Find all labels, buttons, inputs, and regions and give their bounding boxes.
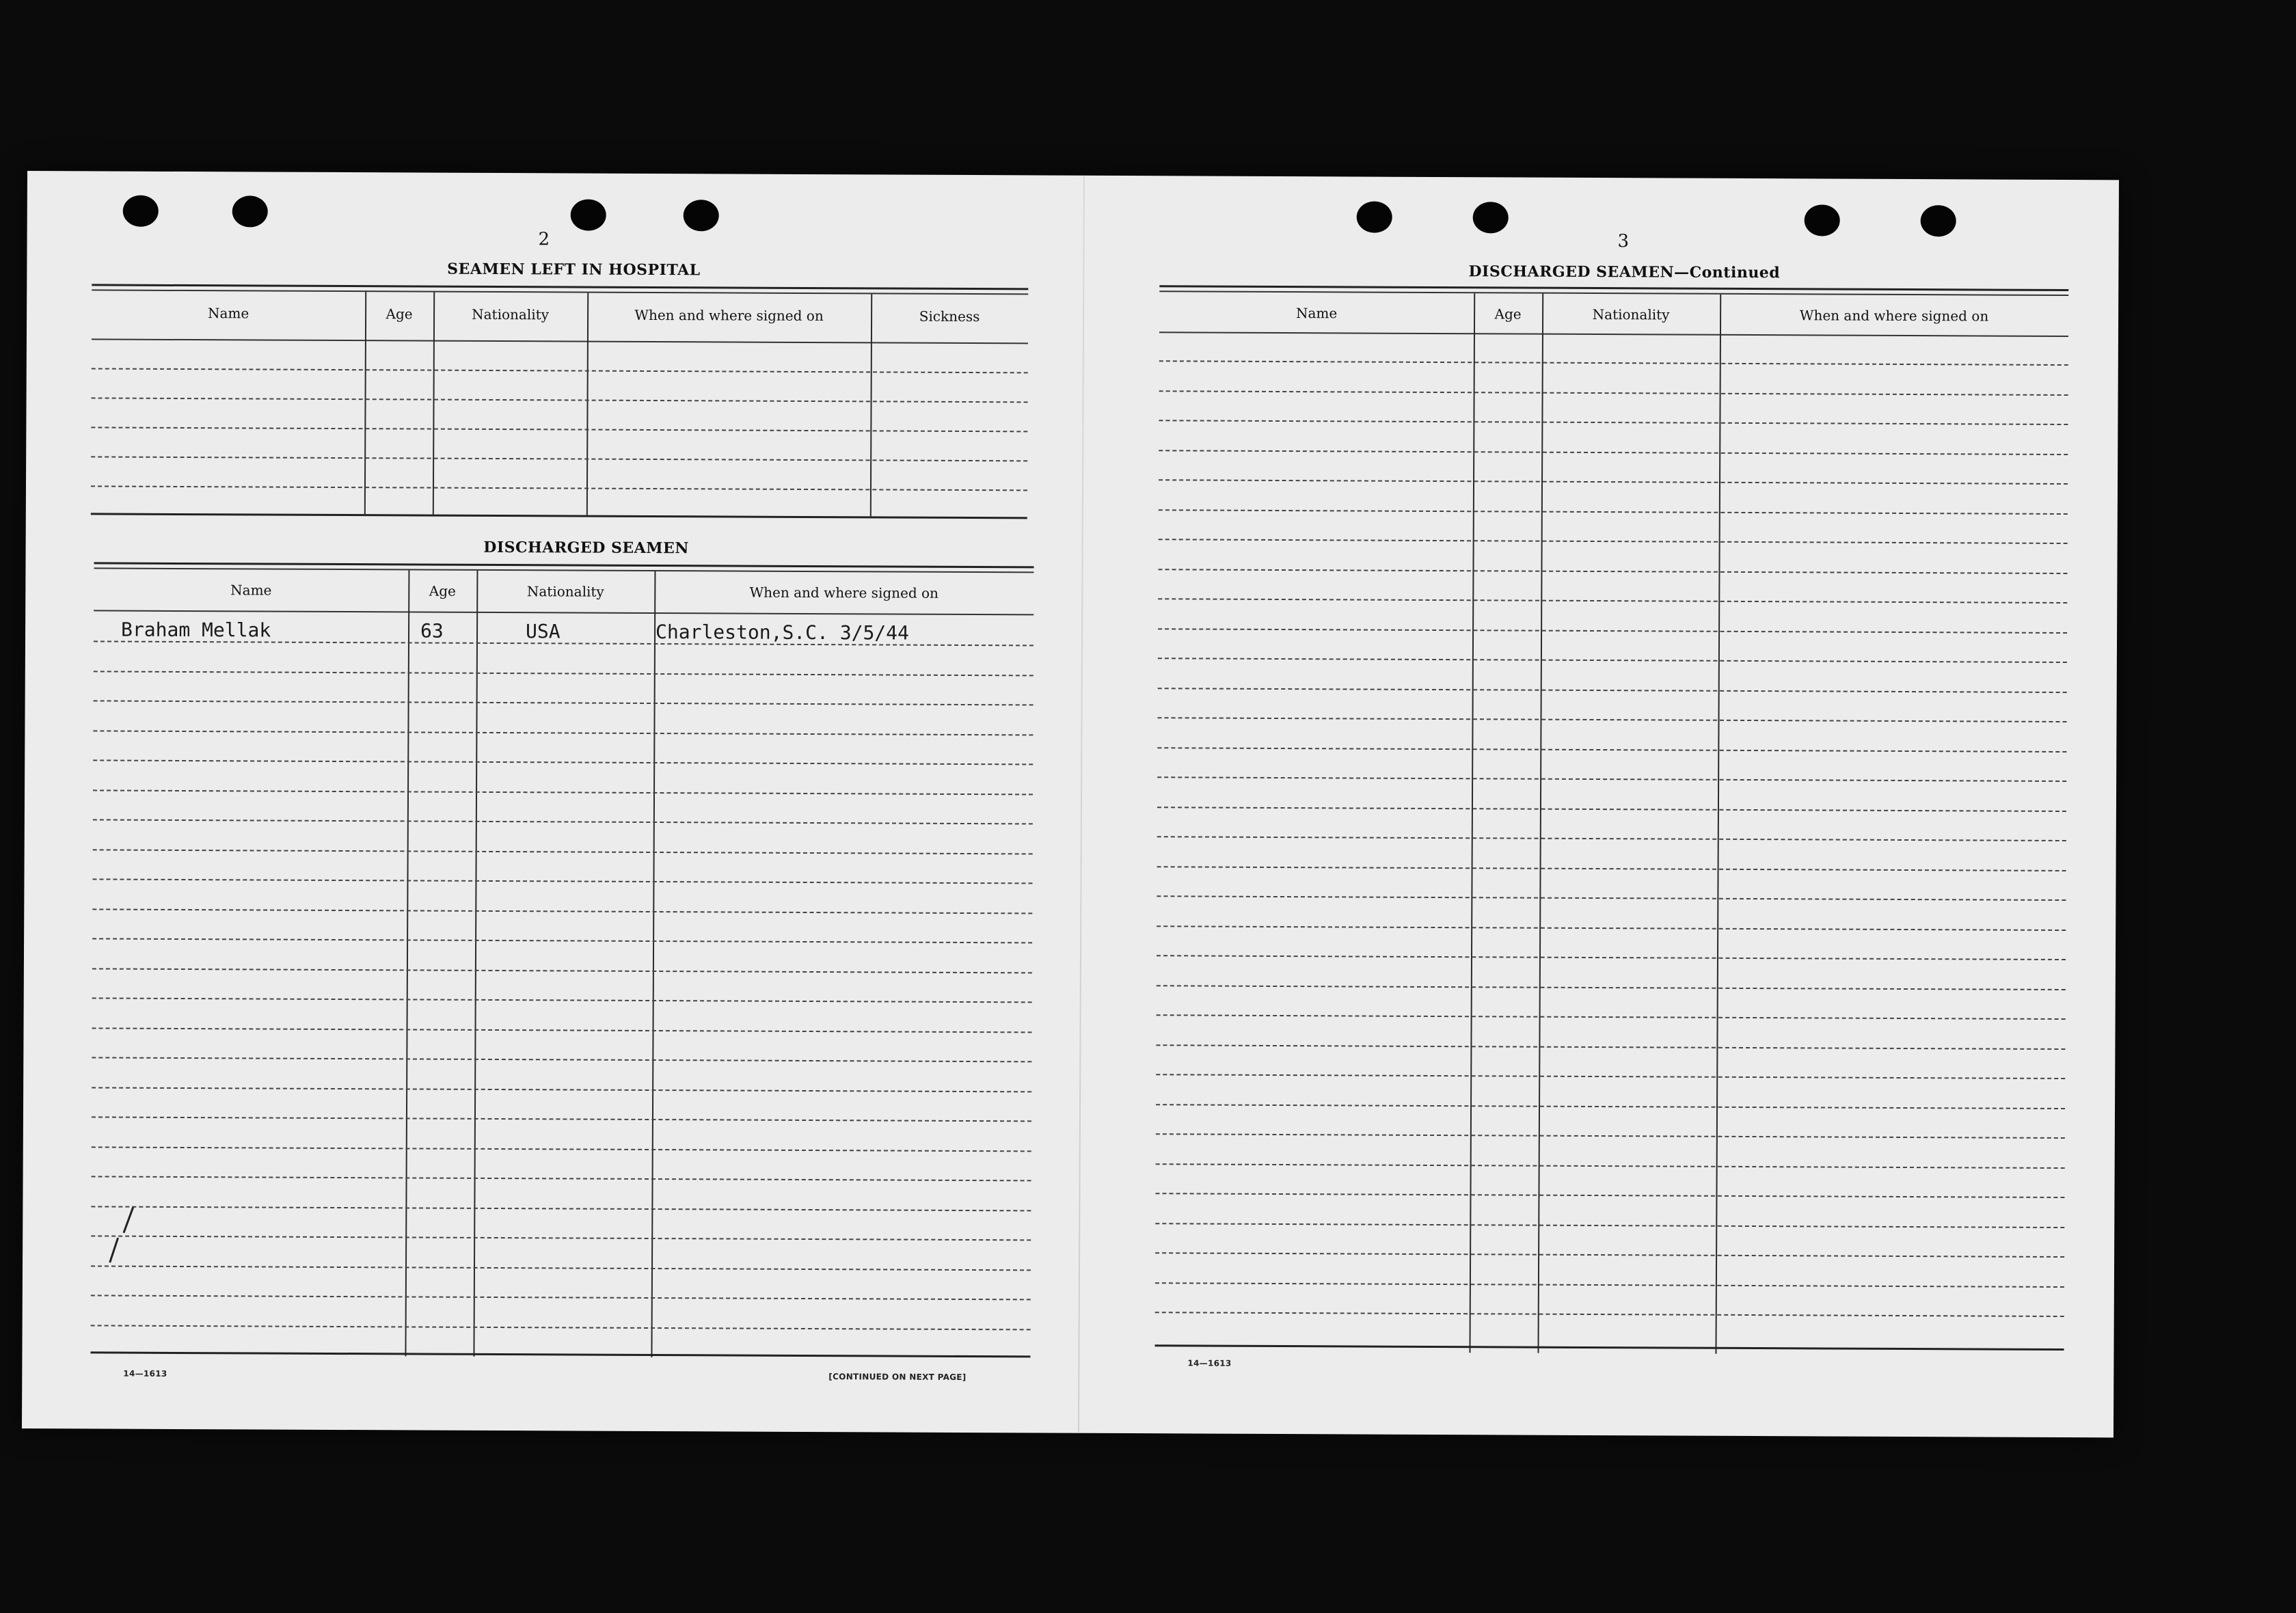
form-number: 14—1613	[1187, 1358, 1232, 1368]
seaman-name: Braham Mellak	[121, 618, 271, 642]
ruled-line	[1158, 717, 2067, 722]
hospital-table	[91, 284, 1028, 524]
hospital-section-title: SEAMEN LEFT IN HOSPITAL	[447, 260, 701, 280]
ruled-line	[93, 789, 1033, 795]
ruled-line	[1158, 569, 2067, 574]
column-header-age: Age	[1494, 306, 1522, 323]
ruled-line	[1157, 1014, 2066, 1020]
ruled-line	[91, 1235, 1031, 1241]
left-page	[22, 171, 1083, 1433]
ruled-line	[1155, 1312, 2064, 1317]
ruled-line	[1155, 1193, 2064, 1198]
ruled-line	[1157, 836, 2066, 841]
ruled-line	[92, 1057, 1031, 1062]
page-number: 3	[1617, 231, 1630, 252]
ruled-line	[1156, 1133, 2065, 1139]
column-header-nationality: Nationality	[472, 306, 550, 323]
ruled-line	[1159, 360, 2068, 366]
ruled-line	[1155, 1282, 2064, 1288]
column-header-name: Name	[230, 582, 272, 599]
ruled-line	[1159, 420, 2068, 425]
ruled-line	[1158, 688, 2067, 693]
ruled-line	[1155, 1223, 2064, 1228]
ruled-line	[1157, 776, 2066, 782]
ruled-line	[91, 1265, 1031, 1271]
ruled-line	[93, 730, 1033, 735]
seaman-nationality: USA	[525, 620, 561, 643]
ruled-line	[92, 878, 1032, 884]
ruled-line	[1157, 985, 2066, 990]
ruled-line	[1158, 628, 2067, 634]
ruled-line	[92, 908, 1032, 914]
ruled-line	[92, 1176, 1031, 1181]
ruled-line	[93, 849, 1033, 854]
ruled-line	[1157, 866, 2066, 871]
ruled-line	[1156, 1104, 2065, 1109]
ruled-line	[1159, 509, 2068, 515]
ruled-line	[92, 1027, 1032, 1033]
ruled-line	[1156, 1163, 2065, 1169]
ruled-line	[1157, 806, 2066, 812]
ruled-line	[1156, 1044, 2065, 1050]
ruled-line	[1156, 1074, 2065, 1079]
column-header-sickness: Sickness	[919, 308, 980, 325]
ruled-line	[1158, 598, 2067, 604]
ruled-line	[1157, 895, 2066, 901]
ruled-line	[93, 759, 1033, 765]
ruled-line	[92, 938, 1032, 943]
discharged-continued-table	[1154, 285, 2068, 1355]
ruled-line	[1155, 1252, 2064, 1258]
form-number: 14—1613	[123, 1368, 167, 1379]
seaman-age: 63	[420, 619, 444, 642]
ruled-line	[91, 1206, 1031, 1211]
ruled-line	[94, 700, 1034, 705]
ruled-line	[1158, 658, 2067, 663]
column-header-age: Age	[429, 582, 456, 599]
ruled-line	[1159, 479, 2068, 485]
ruled-line	[1159, 539, 2068, 544]
discharged-table	[90, 562, 1034, 1359]
discharged-section-title: DISCHARGED SEAMEN	[483, 538, 689, 558]
ruled-line	[92, 997, 1032, 1003]
column-header-name: Name	[207, 305, 249, 322]
ruled-line	[91, 1295, 1031, 1300]
ruled-line	[92, 1116, 1031, 1122]
right-page	[1079, 176, 2119, 1438]
ruled-line	[92, 1087, 1031, 1092]
column-header-signed-on: When and where signed on	[749, 584, 939, 601]
seaman-signed-on: Charleston,S.C. 3/5/44	[655, 621, 910, 645]
column-header-name: Name	[1295, 305, 1338, 322]
ruled-line	[92, 1146, 1031, 1152]
column-header-nationality: Nationality	[1592, 306, 1670, 323]
page-number: 2	[538, 229, 550, 250]
ruled-line	[1157, 955, 2066, 960]
column-header-signed-on: When and where signed on	[634, 306, 824, 325]
ruled-line	[91, 1325, 1031, 1330]
ruled-line	[1157, 925, 2066, 931]
continued-note: [CONTINUED ON NEXT PAGE]	[828, 1372, 967, 1383]
discharged-continued-title: DISCHARGED SEAMEN—Continued	[1468, 262, 1781, 282]
ruled-line	[1157, 747, 2066, 753]
ruled-line	[93, 819, 1033, 824]
ruled-line	[1159, 390, 2068, 396]
ledger-sheet	[22, 171, 2119, 1437]
ruled-line	[1159, 450, 2068, 455]
ruled-line	[92, 968, 1032, 973]
column-header-nationality: Nationality	[526, 583, 604, 600]
ruled-line	[94, 670, 1034, 676]
column-header-age: Age	[386, 306, 413, 323]
column-header-signed-on: When and where signed on	[1799, 307, 1989, 325]
